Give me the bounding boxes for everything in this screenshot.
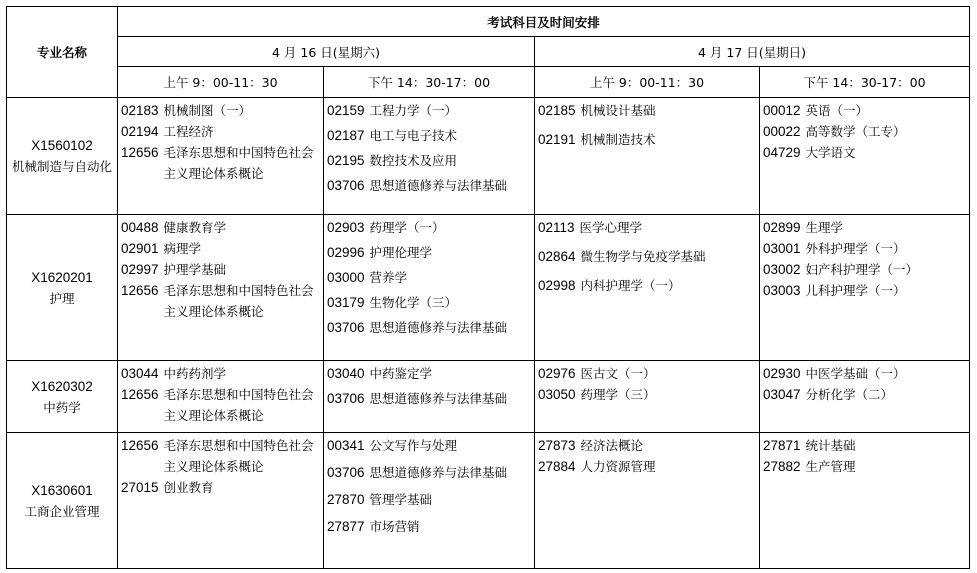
course-name: 药理学（三） — [580, 387, 656, 402]
course-name: 工程力学（一） — [369, 103, 458, 118]
course-item — [538, 456, 759, 477]
major-cell — [7, 215, 118, 361]
course-item — [327, 516, 534, 537]
course-item — [327, 242, 534, 263]
course-item — [121, 100, 323, 121]
course-code: 02864 — [538, 249, 576, 264]
course-item — [763, 435, 969, 456]
course-code: 02996 — [327, 245, 365, 260]
course-name: 公文写作与处理 — [369, 438, 458, 453]
session-cell — [535, 98, 760, 215]
course-item — [121, 121, 323, 142]
course-name: 护理学基础 — [163, 262, 227, 277]
session-cell — [118, 361, 324, 433]
course-code: 02195 — [327, 153, 365, 168]
date-header-day2: 4 月 17 日(星期日) — [535, 37, 970, 67]
major-code: X1620302 — [31, 378, 93, 394]
course-name: 儿科护理学（一） — [805, 283, 906, 298]
course-code: 02930 — [763, 366, 801, 381]
course-code: 02903 — [327, 220, 365, 235]
course-item — [121, 280, 323, 322]
course-item — [327, 267, 534, 288]
course-item — [763, 259, 969, 280]
course-code: 03706 — [327, 465, 365, 480]
course-name: 英语（一） — [805, 103, 869, 118]
course-name: 机械制造技术 — [580, 132, 656, 147]
course-code: 27871 — [763, 438, 801, 453]
course-name: 人力资源管理 — [580, 459, 656, 474]
course-code: 02899 — [763, 220, 801, 235]
course-name: 生产管理 — [805, 459, 856, 474]
course-item — [327, 150, 534, 171]
course-item — [327, 462, 534, 483]
course-name: 思想道德修养与法律基础 — [369, 320, 508, 335]
major-code: X1620201 — [31, 269, 93, 285]
course-code: 02113 — [538, 220, 575, 235]
course-code: 02976 — [538, 366, 576, 381]
course-item — [327, 435, 534, 456]
course-item — [538, 100, 759, 121]
course-name: 机械设计基础 — [580, 103, 656, 118]
session-cell — [118, 433, 324, 569]
course-code: 04729 — [763, 145, 801, 160]
header-row-dates — [7, 37, 970, 67]
session-cell — [535, 215, 760, 361]
course-code: 03002 — [763, 262, 801, 277]
course-item — [763, 217, 969, 238]
session-header: 下午 14：30-17：00 — [760, 67, 970, 98]
course-item — [538, 129, 759, 150]
course-name: 毛泽东思想和中国特色社会主义理论体系概论 — [163, 145, 314, 181]
course-name: 高等数学（工专） — [805, 124, 906, 139]
course-code: 02187 — [327, 128, 365, 143]
course-item — [763, 456, 969, 477]
course-item — [538, 363, 759, 384]
course-item — [538, 246, 759, 267]
course-name: 生物化学（三） — [369, 295, 458, 310]
course-code: 02998 — [538, 278, 576, 293]
course-item — [763, 121, 969, 142]
session-cell — [324, 433, 535, 569]
course-item — [121, 217, 323, 238]
course-code: 03179 — [327, 295, 365, 310]
major-name: 机械制造与自动化 — [11, 159, 112, 174]
major-rows — [7, 98, 970, 569]
course-code: 27015 — [121, 480, 159, 495]
course-item — [121, 384, 323, 426]
session-header: 上午 9：00-11：30 — [118, 67, 324, 98]
session-cell — [324, 361, 535, 433]
schedule-title: 考试科目及时间安排 — [118, 7, 970, 37]
course-name: 病理学 — [163, 241, 202, 256]
course-item — [121, 238, 323, 259]
session-cell — [760, 361, 970, 433]
session-cell — [118, 98, 324, 215]
date-header-day1: 4 月 16 日(星期六) — [118, 37, 535, 67]
course-code: 02194 — [121, 124, 159, 139]
header-row-title — [7, 7, 970, 37]
course-item — [763, 238, 969, 259]
course-name: 生理学 — [805, 220, 844, 235]
major-cell — [7, 433, 118, 569]
session-cell — [760, 98, 970, 215]
course-name: 内科护理学（一） — [580, 278, 681, 293]
major-code: X1630601 — [31, 482, 93, 498]
course-code: 00488 — [121, 220, 159, 235]
course-code: 03040 — [327, 366, 365, 381]
course-item — [763, 363, 969, 384]
course-item — [538, 435, 759, 456]
session-cell — [324, 98, 535, 215]
course-name: 护理伦理学 — [369, 245, 433, 260]
course-code: 00022 — [763, 124, 801, 139]
course-name: 大学语文 — [805, 145, 856, 160]
course-code: 02183 — [121, 103, 159, 118]
course-code: 02159 — [327, 103, 365, 118]
course-item — [327, 363, 534, 384]
course-item — [121, 477, 323, 498]
course-code: 27873 — [538, 438, 576, 453]
course-code: 03047 — [763, 387, 801, 402]
course-code: 27882 — [763, 459, 801, 474]
course-code: 03706 — [327, 320, 365, 335]
course-code: 02901 — [121, 241, 159, 256]
course-code: 00341 — [327, 438, 365, 453]
session-header: 下午 14：30-17：00 — [324, 67, 535, 98]
course-item — [121, 435, 323, 477]
course-item — [327, 317, 534, 338]
course-name: 药理学（一） — [369, 220, 445, 235]
course-name: 统计基础 — [805, 438, 856, 453]
course-name: 外科护理学（一） — [805, 241, 906, 256]
major-cell — [7, 98, 118, 215]
course-code: 27870 — [327, 492, 365, 507]
course-code: 02191 — [538, 132, 576, 147]
course-name: 健康教育学 — [163, 220, 227, 235]
course-name: 医古文（一） — [580, 366, 656, 381]
course-name: 思想道德修养与法律基础 — [369, 465, 508, 480]
session-cell — [760, 433, 970, 569]
course-name: 思想道德修养与法律基础 — [369, 391, 508, 406]
course-code: 27884 — [538, 459, 576, 474]
course-name: 分析化学（二） — [805, 387, 894, 402]
course-code: 27877 — [327, 519, 365, 534]
course-code: 03050 — [538, 387, 576, 402]
course-name: 医学心理学 — [579, 220, 643, 235]
course-name: 毛泽东思想和中国特色社会主义理论体系概论 — [163, 438, 314, 474]
course-item — [327, 388, 534, 409]
major-row — [7, 361, 970, 433]
session-cell — [535, 433, 760, 569]
course-item — [121, 259, 323, 280]
major-row — [7, 433, 970, 569]
course-name: 营养学 — [369, 270, 408, 285]
course-name: 数控技术及应用 — [369, 153, 458, 168]
course-name: 微生物学与免疫学基础 — [580, 249, 706, 264]
major-row — [7, 215, 970, 361]
major-code: X1560102 — [31, 138, 93, 153]
course-name: 毛泽东思想和中国特色社会主义理论体系概论 — [163, 283, 314, 319]
course-item — [538, 384, 759, 405]
course-item — [763, 384, 969, 405]
course-name: 思想道德修养与法律基础 — [369, 178, 508, 193]
course-code: 03706 — [327, 178, 365, 193]
course-item — [327, 217, 534, 238]
session-cell — [118, 215, 324, 361]
course-name: 经济法概论 — [580, 438, 644, 453]
course-code: 12656 — [121, 283, 159, 298]
course-item — [327, 292, 534, 313]
course-item — [327, 125, 534, 146]
course-item — [763, 280, 969, 301]
session-cell — [324, 215, 535, 361]
course-code: 03706 — [327, 391, 365, 406]
course-name: 中医学基础（一） — [805, 366, 906, 381]
major-name: 中药学 — [43, 399, 81, 415]
course-name: 电工与电子技术 — [369, 128, 458, 143]
course-code: 03044 — [121, 366, 159, 381]
course-code: 12656 — [121, 387, 159, 402]
course-item — [121, 363, 323, 384]
course-item — [327, 175, 534, 196]
course-name: 创业教育 — [163, 480, 214, 495]
course-item — [121, 142, 323, 184]
major-name: 工商企业管理 — [24, 503, 100, 519]
course-name: 市场营销 — [369, 519, 420, 534]
course-item — [327, 489, 534, 510]
course-name: 毛泽东思想和中国特色社会主义理论体系概论 — [163, 387, 314, 423]
header-row-sessions — [7, 67, 970, 98]
session-cell — [535, 361, 760, 433]
course-code: 03000 — [327, 270, 365, 285]
course-name: 妇产科护理学（一） — [805, 262, 919, 277]
course-code: 03003 — [763, 283, 801, 298]
course-name: 工程经济 — [163, 124, 214, 139]
course-code: 03001 — [763, 241, 801, 256]
course-code: 12656 — [121, 438, 159, 453]
major-cell — [7, 361, 118, 433]
course-code: 02185 — [538, 103, 576, 118]
session-cell — [760, 215, 970, 361]
major-name: 护理 — [49, 290, 75, 306]
course-item — [327, 100, 534, 121]
course-item — [538, 217, 759, 238]
course-code: 00012 — [763, 103, 801, 118]
course-item — [763, 100, 969, 121]
course-name: 中药药剂学 — [163, 366, 227, 381]
course-item — [763, 142, 969, 163]
course-item — [538, 275, 759, 296]
course-name: 管理学基础 — [369, 492, 433, 507]
major-name-header: 专业名称 — [7, 7, 118, 98]
course-code: 02997 — [121, 262, 159, 277]
session-header: 上午 9：00-11：30 — [535, 67, 760, 98]
course-name: 机械制图（一） — [163, 103, 252, 118]
course-code: 12656 — [121, 145, 159, 160]
major-row — [7, 98, 970, 215]
course-name: 中药鉴定学 — [369, 366, 433, 381]
exam-schedule-table — [6, 6, 970, 569]
